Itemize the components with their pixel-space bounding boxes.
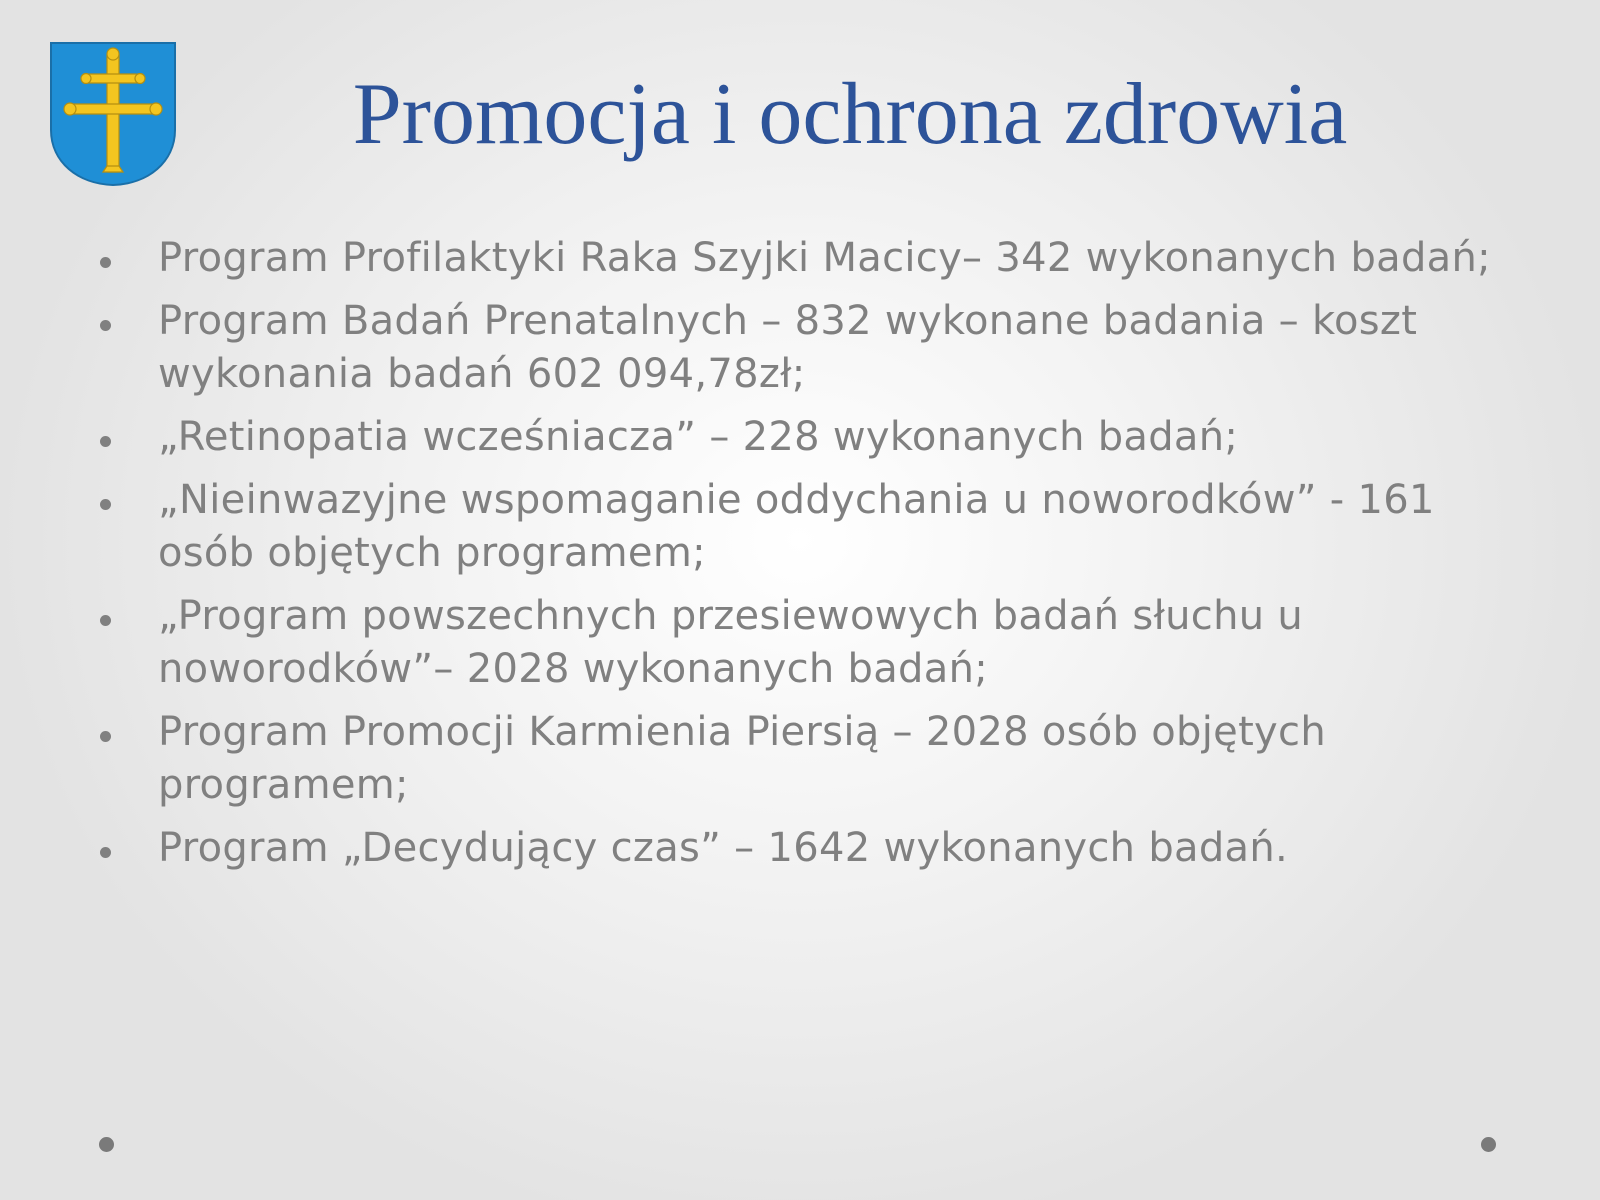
coat-of-arms-icon (50, 42, 176, 186)
list-item (90, 474, 1520, 580)
bullet-icon (100, 257, 111, 268)
list-item (90, 706, 1520, 812)
bullet-icon (100, 436, 111, 447)
list-item (90, 822, 1520, 875)
bullet-icon (100, 499, 111, 510)
list-item-text: Program Profilaktyki Raka Szyjki Macicy– 342 wykonanych badań; (158, 235, 1491, 281)
list-item (90, 590, 1520, 696)
bullet-icon (100, 731, 111, 742)
corner-dot-left (99, 1137, 114, 1152)
list-item-text: Program Badań Prenatalnych – 832 wykonane badania – koszt wykonania badań 602 094,78zł; (158, 298, 1418, 397)
list-item-text: „Program powszechnych przesiewowych badań słuchu u noworodków”– 2028 wykonanych badań; (158, 593, 1304, 692)
bullet-icon (100, 320, 111, 331)
list-item-text: „Retinopatia wcześniacza” – 228 wykonanych badań; (158, 414, 1239, 460)
bullet-list (90, 232, 1520, 885)
bullet-icon (100, 847, 111, 858)
list-item-text: Program Promocji Karmienia Piersią – 2028 osób objętych programem; (158, 709, 1326, 808)
slide-title: Promocja i ochrona zdrowia (352, 66, 1348, 163)
bullet-icon (100, 615, 111, 626)
list-item (90, 411, 1520, 464)
corner-dot-right (1481, 1137, 1496, 1152)
list-item-text: „Nieinwazyjne wspomaganie oddychania u noworodków” - 161 osób objętych programem; (158, 477, 1435, 576)
list-item (90, 295, 1520, 401)
list-item-text: Program „Decydujący czas” – 1642 wykonanych badań. (158, 825, 1289, 871)
list-item (90, 232, 1520, 285)
